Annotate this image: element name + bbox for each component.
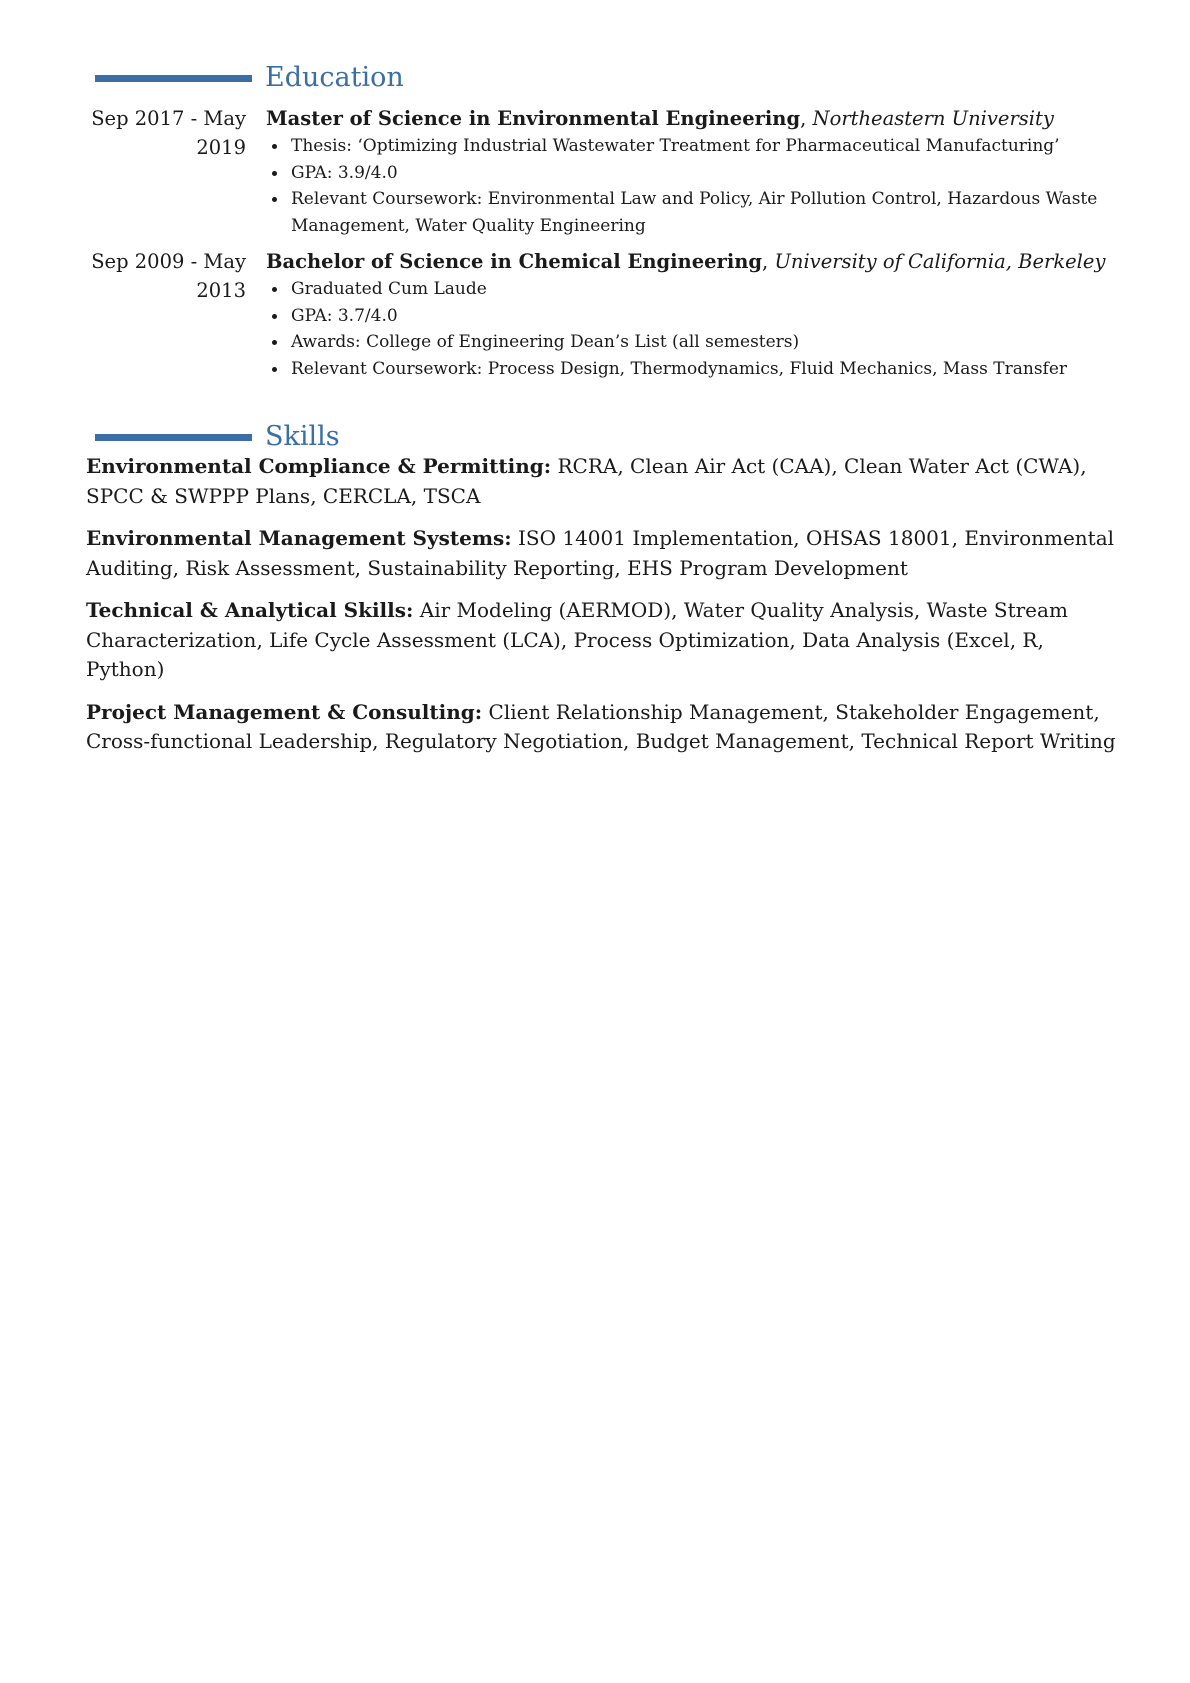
section-accent-rule	[95, 75, 252, 82]
bullet-icon	[272, 340, 277, 345]
education-bullet-list	[266, 133, 1181, 239]
skill-category: Project Management & Consulting:	[86, 699, 483, 724]
degree-name: Bachelor of Science in Chemical Engineering	[266, 250, 763, 273]
education-details	[266, 247, 1181, 382]
section-accent-rule	[95, 434, 252, 441]
education-section-header	[95, 61, 404, 95]
education-details	[266, 104, 1181, 239]
bullet-text: Awards: College of Engineering Dean’s List (all semesters)	[291, 332, 800, 352]
skill-item	[86, 452, 1126, 511]
skill-category: Environmental Management Systems:	[86, 526, 512, 550]
school-name: University of California, Berkeley	[774, 250, 1106, 273]
skill-item	[86, 524, 1126, 583]
education-section-title: Education	[265, 62, 404, 93]
bullet-text: Graduated Cum Laude	[291, 279, 487, 299]
skills-section-title: Skills	[265, 421, 340, 452]
skill-details: ISO 14001 Implementation, OHSAS 18001, Environmental Auditing, Risk Assessment, Sustainability Reporting, EHS Program Development	[86, 526, 1115, 580]
skill-item	[86, 596, 1126, 685]
education-title-line	[266, 247, 1181, 276]
bullet-item	[266, 133, 1181, 160]
skills-section-header	[95, 420, 340, 454]
skill-item	[86, 698, 1126, 757]
bullet-item	[266, 356, 1181, 383]
bullet-item	[266, 329, 1181, 356]
education-date: Sep 2009 - May 2013	[91, 250, 246, 302]
skill-category: Technical & Analytical Skills:	[86, 598, 414, 622]
bullet-item	[266, 303, 1181, 330]
bullet-icon	[272, 171, 277, 176]
bullet-text: GPA: 3.7/4.0	[291, 305, 398, 326]
skill-details: RCRA, Clean Air Act (CAA), Clean Water Act (CWA), SPCC & SWPPP Plans, CERCLA, TSCA	[86, 454, 1087, 508]
bullet-icon	[272, 197, 277, 202]
education-date: Sep 2017 - May 2019	[91, 107, 246, 159]
skills-list	[86, 452, 1126, 770]
skill-category: Environmental Compliance & Permitting:	[86, 454, 552, 478]
bullet-icon	[272, 287, 277, 292]
bullet-text: Relevant Coursework: Environmental Law and Policy, Air Pollution Control, Hazardous Waste Management, Water Quality Engineering	[291, 189, 1098, 236]
bullet-icon	[272, 367, 277, 372]
bullet-icon	[272, 144, 277, 149]
school-name: Northeastern University	[812, 107, 1054, 130]
skill-details: Client Relationship Management, Stakeholder Engagement, Cross-functional Leadership, Regulatory Negotiation, Budget Management, Technical Report Writing	[86, 699, 1116, 753]
education-bullet-list	[266, 276, 1181, 382]
bullet-item	[266, 160, 1181, 187]
bullet-text: GPA: 3.9/4.0	[291, 162, 398, 183]
degree-name: Master of Science in Environmental Engineering	[266, 107, 801, 130]
education-title-line	[266, 104, 1181, 133]
skill-details: Air Modeling (AERMOD), Water Quality Analysis, Waste Stream Characterization, Life Cycle Assessment (LCA), Process Optimization, Data Analysis (Excel, R, Python)	[86, 598, 1068, 681]
bullet-text: Relevant Coursework: Process Design, Thermodynamics, Fluid Mechanics, Mass Transfer	[291, 358, 1068, 379]
bullet-item	[266, 276, 1181, 303]
bullet-icon	[272, 314, 277, 319]
bullet-item	[266, 186, 1181, 239]
bullet-text: Thesis: ‘Optimizing Industrial Wastewater Treatment for Pharmaceutical Manufacturing’	[291, 136, 1060, 156]
title-separator: ,	[762, 250, 775, 273]
title-separator: ,	[800, 107, 813, 130]
